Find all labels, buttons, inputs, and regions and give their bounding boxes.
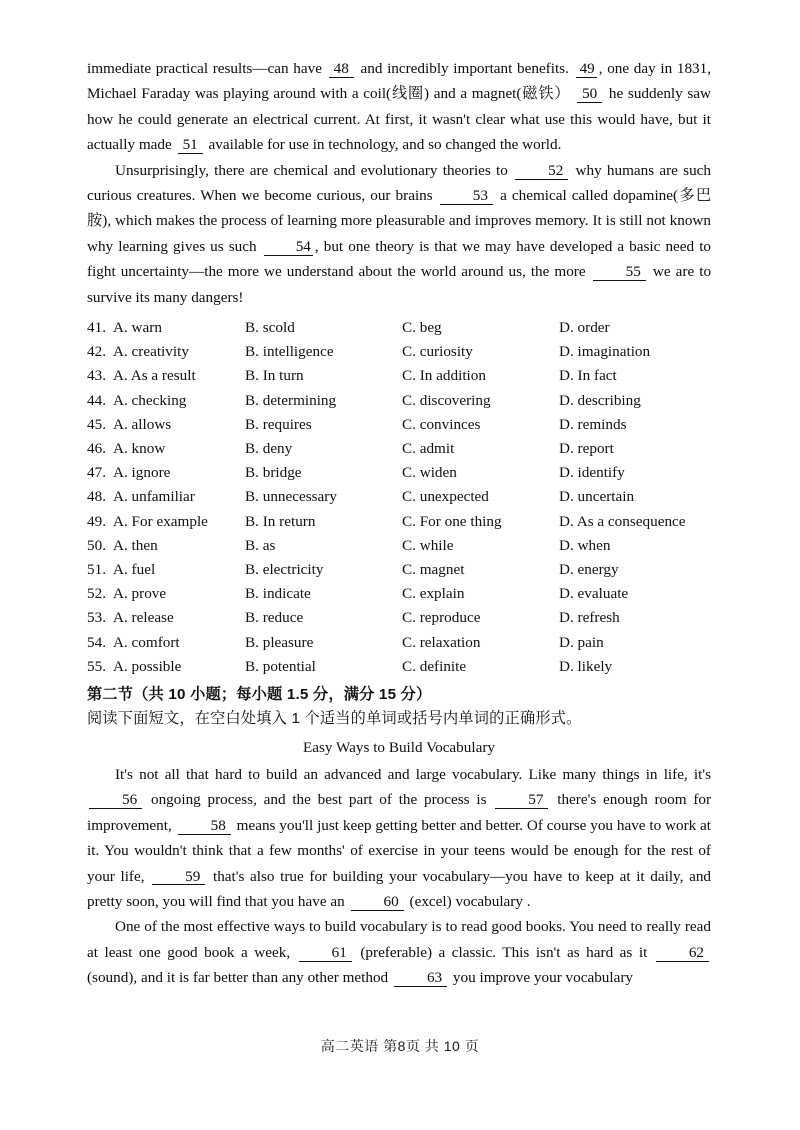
option-number: 48. [87,488,106,506]
option-number: 46. [87,440,106,457]
s2-p1-seg5: that's also true for building your vocabulary—you have to keep at it daily, and pretty soon, you will find that you have an [87,867,712,910]
option-a[interactable]: A. comfort [113,633,180,651]
option-a[interactable]: A. release [113,609,174,627]
option-row-54 [87,631,711,655]
option-b[interactable]: B. scold [245,319,295,337]
option-row-52 [87,582,711,606]
option-c[interactable]: C. magnet [402,560,465,578]
s2-p2-seg3: (sound), and it is far better than any other method [87,969,389,987]
option-c[interactable]: C. admit [402,440,455,457]
option-b[interactable]: B. as [245,536,276,554]
option-d[interactable]: D. order [559,319,610,337]
option-c[interactable]: C. beg [402,319,442,337]
s2-p1-seg4: means you'll just keep getting better and better. Of course you have to work at it. You wouldn't think that a few months' of exercise in your teens would be enough for the rest of your life, [87,816,712,885]
s2-p2-seg1: One of the most effective ways to build vocabulary is to read good books. You need to really read at least one good book a week, [87,918,711,961]
s2-p1-seg3: there's enough room for improvement, [87,791,712,834]
option-row-50 [87,534,711,558]
cloze-p2-seg3: a chemical called dopamine(多巴胺), which makes the process of learning more pleasurable and improves memory. It is still not known why learning gives us such [87,187,712,255]
option-number: 45. [87,415,106,433]
option-number: 47. [87,464,106,482]
option-b[interactable]: B. pleasure [245,633,314,651]
blank-56[interactable]: 56 [89,792,142,809]
section2-paragraph-1 [87,762,711,914]
cloze-p2-seg2: why humans are such curious creatures. When we become curious, our brains [87,161,711,205]
cloze-paragraph-2 [87,158,711,310]
option-row-55 [87,655,711,679]
option-row-51 [87,558,711,582]
blank-58[interactable]: 58 [178,818,231,835]
option-number: 43. [87,367,106,385]
option-number: 52. [87,585,106,603]
section-two-instruction: 阅读下面短文，在空白处填入 1 个适当的单词或括号内单词的正确形式。 [87,709,582,727]
option-row-47 [87,461,711,485]
option-b[interactable]: B. intelligence [245,343,334,361]
cloze-p1-seg3: , one day in 1831, Michael Faraday was playing around with a coil(线圈) and a magnet(磁铁） [87,60,712,103]
option-a[interactable]: A. possible [113,657,182,675]
option-d[interactable]: D. describing [559,391,641,409]
cloze-p2-seg5: we are to survive its many dangers! [87,263,712,306]
blank-57[interactable]: 57 [495,792,548,809]
option-b[interactable]: B. requires [245,415,312,433]
option-b[interactable]: B. deny [245,440,293,457]
option-d[interactable]: D. evaluate [559,585,629,603]
option-c[interactable]: C. widen [402,464,457,482]
option-c[interactable]: C. discovering [402,391,491,409]
option-c[interactable]: C. curiosity [402,343,473,361]
blank-60[interactable]: 60 [351,894,404,911]
option-a[interactable]: A. fuel [113,560,156,578]
page-footer: 高二英语 第8页 共 10 页 [320,1038,480,1054]
passage-title: Easy Ways to Build Vocabulary [303,738,495,756]
option-a[interactable]: A. creativity [113,343,189,361]
option-b[interactable]: B. In return [245,512,316,530]
option-row-45 [87,413,711,437]
option-number: 42. [87,343,106,361]
option-d[interactable]: D. likely [559,657,613,675]
cloze-paragraph-1 [87,56,711,158]
cloze-p1-seg5: available for use in technology, and so changed the world. [208,136,562,154]
option-b[interactable]: B. indicate [245,585,311,603]
option-number: 50. [87,536,106,554]
option-d[interactable]: D. when [559,536,611,554]
option-c[interactable]: C. explain [402,585,465,603]
option-d[interactable]: D. pain [559,633,604,651]
cloze-p2-seg4: , but one theory is that we may have developed a basic need to fight uncertainty—the more we understand about the world around us, the more [87,237,712,281]
option-row-44 [87,389,711,413]
s2-p1-seg2: ongoing process, and the best part of the process is [150,791,487,809]
blank-48[interactable]: 48 [329,61,354,78]
option-row-48 [87,485,711,509]
s2-p2-seg2: (preferable) a classic. This isn't as hard as it [360,943,648,961]
option-a[interactable]: A. As a result [113,367,196,385]
option-c[interactable]: C. unexpected [402,488,489,506]
option-d[interactable]: D. In fact [559,367,617,385]
option-b[interactable]: B. determining [245,391,337,409]
blank-54[interactable]: 54 [264,239,313,256]
option-d[interactable]: D. As a consequence [559,512,686,530]
option-d[interactable]: D. report [559,440,614,457]
option-b[interactable]: B. bridge [245,464,302,482]
s2-p2-seg4: you improve your vocabulary [452,969,634,987]
s2-p1-seg6: (excel) vocabulary . [409,892,531,910]
option-number: 41. [87,319,106,337]
option-b[interactable]: B. reduce [245,609,304,627]
blank-61[interactable]: 61 [299,945,352,962]
blank-50[interactable]: 50 [577,86,602,103]
cloze-p1-seg1: immediate practical results—can have [87,60,322,77]
option-b[interactable]: B. potential [245,657,316,675]
option-c[interactable]: C. definite [402,657,467,675]
option-row-46 [87,437,711,461]
option-b[interactable]: B. unnecessary [245,488,337,506]
option-number: 51. [87,560,106,578]
option-c[interactable]: C. reproduce [402,609,481,627]
option-a[interactable]: A. checking [113,391,187,409]
option-a[interactable]: A. unfamiliar [113,488,195,506]
option-row-41 [87,316,711,340]
option-d[interactable]: D. refresh [559,609,620,627]
option-row-43 [87,364,711,388]
blank-63[interactable]: 63 [394,970,447,987]
option-c[interactable]: C. relaxation [402,633,481,651]
blank-49[interactable]: 49 [576,61,597,78]
option-a[interactable]: A. prove [113,585,167,603]
option-row-53 [87,606,711,630]
option-d[interactable]: D. reminds [559,415,627,433]
blank-55[interactable]: 55 [593,264,646,281]
option-d[interactable]: D. uncertain [559,488,635,506]
option-d[interactable]: D. imagination [559,343,651,361]
option-a[interactable]: A. know [113,440,166,457]
option-a[interactable]: A. warn [113,319,162,337]
option-a[interactable]: A. For example [113,512,208,530]
option-number: 54. [87,633,106,651]
option-c[interactable]: C. while [402,536,454,554]
section-two-heading: 第二节（共 10 小题；每小题 1.5 分，满分 15 分） [87,685,432,703]
blank-51[interactable]: 51 [178,137,203,154]
blank-62[interactable]: 62 [656,945,709,962]
section2-paragraph-2 [87,914,711,990]
option-d[interactable]: D. energy [559,560,619,578]
option-number: 49. [87,512,106,530]
blank-53[interactable]: 53 [440,188,493,205]
option-a[interactable]: A. allows [113,415,172,433]
option-b[interactable]: B. electricity [245,560,324,578]
blank-59[interactable]: 59 [152,869,205,886]
option-number: 53. [87,609,106,627]
option-a[interactable]: A. then [113,536,158,554]
option-number: 44. [87,391,106,409]
cloze-p2-seg1: Unsurprisingly, there are chemical and evolutionary theories to [115,161,508,179]
option-row-42 [87,340,711,364]
option-b[interactable]: B. In turn [245,367,304,385]
option-d[interactable]: D. identify [559,464,625,482]
option-c[interactable]: C. In addition [402,367,486,385]
blank-52[interactable]: 52 [515,163,568,180]
options-list [87,316,711,679]
s2-p1-seg1: It's not all that hard to build an advanced and large vocabulary. Like many things in life, it's [115,765,711,783]
option-c[interactable]: C. For one thing [402,512,502,530]
option-number: 55. [87,657,106,675]
page-content [87,56,711,991]
option-c[interactable]: C. convinces [402,415,481,433]
cloze-p1-seg2: and incredibly important benefits. [360,60,569,77]
option-row-49 [87,510,711,534]
option-a[interactable]: A. ignore [113,464,171,482]
cloze-p1-seg4: he suddenly saw how he could generate an electrical current. At first, it wasn't clear what use this would have, but it actually made [87,85,712,154]
